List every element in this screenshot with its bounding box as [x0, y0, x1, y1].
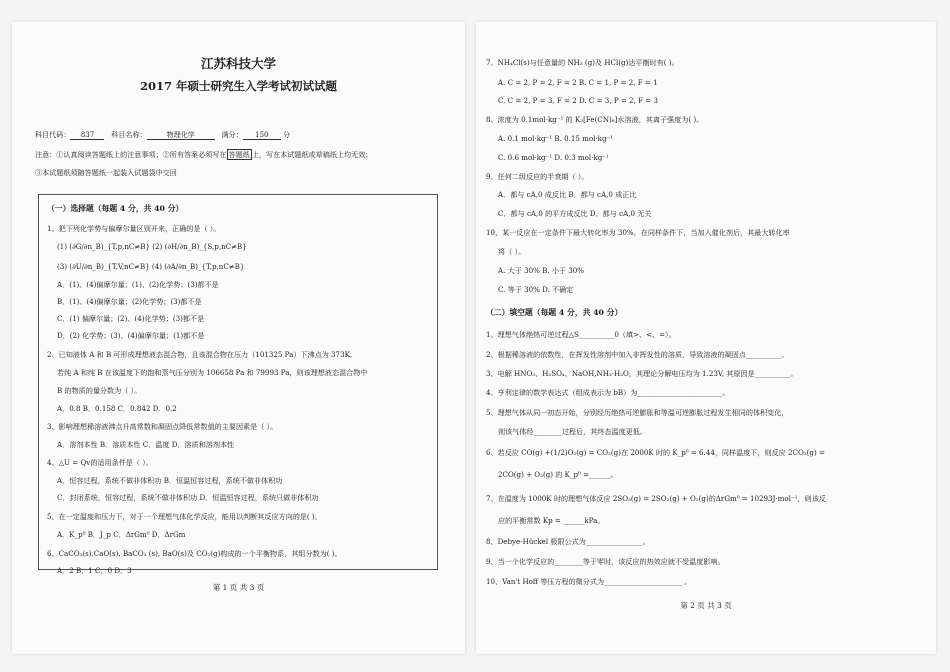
question-line: A．2 B．1 C．0 D．3	[57, 566, 132, 575]
question-line: 10、某一反应在一定条件下最大转化率为 30%，在同样条件下，当加入催化剂后，其最大转化率	[486, 228, 790, 237]
question-line: (1) (∂G/∂n_B)_{T,p,nC≠B} (2) (∂H/∂n_B)_{S,p,nC≠B}	[57, 242, 247, 251]
question-line: 10、Van't Hoff 等压方程的微分式为______________________ 。	[486, 577, 692, 586]
question-line: 5、理想气体从同一初态开始，分别经历绝热可逆膨胀和等温可逆膨胀过程发生相同的体积变化，	[486, 408, 789, 417]
full-score: 150	[243, 130, 281, 140]
question-line: 2、根据稀溶液的依数性，在挥发性溶剂中加入非挥发性的溶质，导致溶液的凝固点__________。	[486, 350, 789, 359]
question-line: B 的物质的量分数为（ ）。	[57, 386, 142, 395]
question-line: 8、浓度为 0.1mol·kg⁻¹ 的 K₃[Fe(CN)₆]水溶液，其离子强度为( )。	[486, 115, 704, 124]
question-line: 3、影响理想稀溶液沸点升高常数和凝固点降低常数值的主要因素是（ ）。	[47, 422, 278, 431]
page-footer: 第 1 页 共 3 页	[212, 583, 265, 592]
exam-page-1	[12, 22, 465, 654]
question-line: C. 0.6 mol·kg⁻¹ D. 0.3 mol·kg⁻¹	[498, 153, 609, 162]
question-line: A．K_p⁰ B．J_p C．ΔrGm⁰ D．ΔrGm	[57, 530, 186, 539]
university-name: 江苏科技大学	[200, 56, 276, 71]
question-line: 5、在一定温度和压力下，对于一个理想气体化学反应，能用以判断其反应方向的是( )。	[47, 512, 322, 521]
notice-line-1: 注意：①认真阅读答题纸上的注意事项；②所有答案必须写在 答题纸 上，写在本试题纸或草稿纸上均无效；	[35, 150, 373, 159]
question-line: 则该气体经________过程后，其终态温度更低。	[498, 427, 647, 436]
question-line: A. C = 2, P = 2, F = 2 B. C = 1, P = 2, F = 1	[498, 78, 658, 87]
question-line: A．0.8 B．0.158 C．0.842 D．0.2	[57, 404, 177, 413]
section-1-title: （一）选择题（每题 4 分，共 40 分）	[47, 204, 184, 213]
question-line: A. 大于 30% B. 小于 30%	[498, 266, 585, 275]
question-line: A．溶剂本性 B．溶质本性 C．温度 D．溶质和溶剂本性	[57, 440, 235, 449]
question-line: C．封闭系统，恒容过程，系统不做非体积功 D．恒温恒容过程，系统只做非体积功	[57, 493, 319, 502]
subject-info-line: 科目代码： 837 科目名称： 物理化学 满分： 150 分	[35, 130, 291, 139]
question-line: D．(2) 化学势；(3)、(4)偏摩尔量；(1)都不是	[57, 331, 205, 340]
exam-title: 2017 年硕士研究生入学考试初试试题	[139, 79, 337, 93]
subject-code: 837	[70, 130, 104, 140]
question-line: C. C = 2, P = 3, F = 2 D. C = 3, P = 2, F = 3	[498, 96, 658, 105]
question-line: 4、亨利定律的数学表达式（组成表示为 bB）为________________________。	[486, 388, 730, 397]
page-footer: 第 2 页 共 3 页	[680, 601, 732, 610]
question-line: 1、把下列化学势与偏摩尔量区别开来，正确的是（ ）。	[47, 224, 221, 233]
question-line: 2、已知液体 A 和 B 可形成理想液态混合物，且该混合物在压力（101325 Pa）下沸点为 373K,	[47, 350, 353, 359]
question-line: A．恒容过程，系统不做非体积功 B．恒温恒容过程，系统不做非体积功	[57, 476, 283, 485]
question-line: 9、当一个化学反应的________等于零时，该反应的热效应就不受温度影响。	[486, 557, 725, 566]
question-line: A. 0.1 mol·kg⁻¹ B. 0.15 mol·kg⁻¹	[498, 134, 614, 143]
question-line: A．都与 cA,0 成反比 B．都与 cA,0 成正比	[498, 190, 637, 199]
question-line: A．(1)、(4)偏摩尔量；(1)、(2)化学势；(3)都不是	[57, 280, 219, 289]
question-line: 3、电解 HNO₃、H₂SO₄、NaOH,NH₃·H₂O，其理论分解电压均为 1.23V, 其原因是__________。	[486, 369, 798, 378]
question-line: 将（ ）。	[498, 247, 526, 256]
question-line: (3) (∂U/∂n_B)_{T,V,nC≠B} (4) (∂A/∂n_B)_{T,p,nC≠B}	[57, 262, 245, 271]
question-line: 6、CaCO₃(s),CaO(s), BaCO₃ (s), BaO(s)及 CO₂(g)构成的一个平衡物系，其组分数为( )。	[47, 549, 342, 558]
subject-name: 物理化学	[147, 130, 215, 140]
question-line: 9、任何二级反应的半衰期（ ）。	[486, 172, 589, 181]
question-line: 4、△U = Qv的适用条件是（ ）。	[47, 458, 153, 467]
question-line: C. 等于 30% D. 不确定	[498, 285, 574, 294]
question-line: 7、NH₄Cl(s)与任意量的 NH₃ (g)及 HCl(g)达平衡时有( )。	[486, 58, 679, 67]
question-line: 7、在温度为 1000K 时的理想气体反应 2SO₃(g) = 2SO₂(g) + O₂(g)的ΔrGm⁰ = 10293J·mol⁻¹，则该反	[486, 494, 826, 503]
section-2-title: （二）填空题（每题 4 分，共 40 分）	[486, 308, 623, 317]
question-line: C．都与 cA,0 的平方成反比 D．都与 cA,0 无关	[498, 209, 652, 218]
exam-page-2	[476, 22, 936, 654]
answer-sheet-box: 答题纸	[228, 150, 250, 159]
question-line: 1、理想气体绝热可逆过程△S__________0（填>、<、=）。	[486, 330, 676, 339]
question-line: 应的平衡常数 Kp = ______kPa。	[498, 516, 605, 525]
question-line: 2CO(g) + O₂(g) 的 K_p⁰ =______。	[498, 470, 618, 479]
question-line: 8、Debye-Hückel 极限公式为________________。	[486, 537, 650, 546]
question-line: 6、若反应 CO(g) +(1/2)O₂(g) = CO₂(g)在 2000K 时的 K_p⁰ = 6.44，同样温度下，则反应 2CO₂(g) =	[486, 448, 825, 457]
question-line: 若纯 A 和纯 B 在该温度下的饱和蒸气压分别为 106658 Pa 和 79993 Pa，则该理想液态混合物中	[57, 368, 368, 377]
question-line: B．(1)、(4)偏摩尔量；(2)化学势；(3)都不是	[57, 297, 202, 306]
notice-line-2: ③本试题纸须随答题纸一起装入试题袋中交回	[35, 168, 177, 177]
question-line: C．(1) 偏摩尔量；(2)、(4)化学势；(3)都不是	[57, 314, 205, 323]
